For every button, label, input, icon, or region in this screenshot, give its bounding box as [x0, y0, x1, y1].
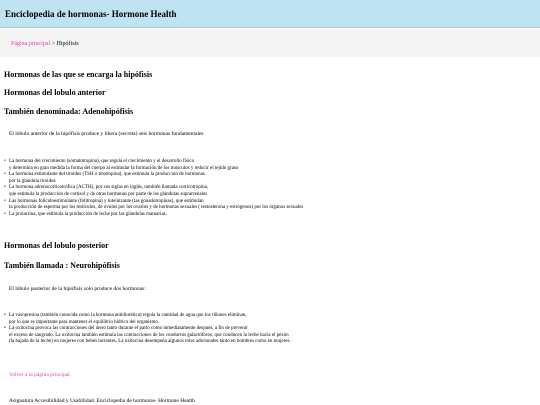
anterior-alias-heading: También denominada: Adenohipófisis	[4, 107, 134, 116]
footer-text: Asignatura Accesibilidad y Usabilidad. Enciclopedia de hormonas- Hormone Health	[9, 398, 195, 404]
list-item: • La oxitocina provoca las contracciones del útero tanto durante el parto como inmediatamente después, a fin de prevenir el exceso de sangrado. La oxitocina también estimula las contracciones de los conductos galactóforos, que conducen la leche hacia el pezón (la bajada de la leche) en mujeres con bebés lactantes. La oxitocina desempeña algunos roles adicionales tanto en hombres como en mujeres.	[4, 326, 529, 346]
list-item: • La vasopresina (también conocida como la hormona antidiurética) regula la cantidad de agua que los riñones eliminan, por lo que es importante para mantener el equilibrio hídrico del organismo.	[4, 313, 529, 326]
list-item: • Las hormonas foliculoestimulante (folitropina) y luteinizante (las gonadotropinas), que estimulan la producción de esperma por los testículos, de óvulos por los ovarios y de hormonas sexuales ( testosterona y estrógenos) por los órganos sexuales	[4, 199, 529, 212]
page-heading: Hormonas de las que se encarga la hipófisis	[4, 70, 153, 79]
posterior-alias-heading: También llamada : Neurohipófisis	[4, 261, 120, 270]
list-item: • La hormona estimulante del tiroides (TSH o tirotropina), que estimula la producción de hormonas por la glándula tiroidea	[4, 172, 529, 185]
list-item: • La hormona del crecimiento (somatotropina), que regula el crecimiento y el desarrollo físico y determina en gran medida la forma del cuerpo al estimular la formación de los músculos y reducir el tejido graso	[4, 159, 529, 172]
breadcrumb	[0, 29, 540, 57]
page-header	[0, 0, 540, 28]
anterior-intro: El lóbulo anterior de la hipófisis produce y libera (secreta) seis hormonas fundamentales	[9, 131, 204, 137]
list-item: • La hormona adrenocorticotrófica (ACTH), por sus siglas en inglés, también llamada corticotropina, que estimula la producción de cortisol y de otras hormonas por parte de las glándulas suprarrenales	[4, 185, 529, 198]
posterior-heading: Hormonas del lobulo posterior	[4, 241, 109, 250]
anterior-hormone-list	[4, 159, 529, 218]
breadcrumb-separator: >	[50, 41, 57, 47]
posterior-hormone-list	[4, 313, 529, 346]
posterior-intro: El lóbulo posterior de la hipófisis solo produce dos hormonas:	[9, 286, 146, 292]
site-title: Enciclopedia de hormonas- Hormone Health	[5, 9, 177, 19]
back-to-home-link[interactable]: Volver a la página principal.	[9, 372, 72, 378]
anterior-heading: Hormonas del lobulo anterior	[4, 88, 106, 97]
breadcrumb-current: Hipófisis	[56, 41, 79, 47]
breadcrumb-home-link[interactable]: Página principal	[11, 41, 51, 47]
list-item: • La prolactina, que estimula la producción de leche por las glándulas mamarias.	[4, 212, 529, 219]
